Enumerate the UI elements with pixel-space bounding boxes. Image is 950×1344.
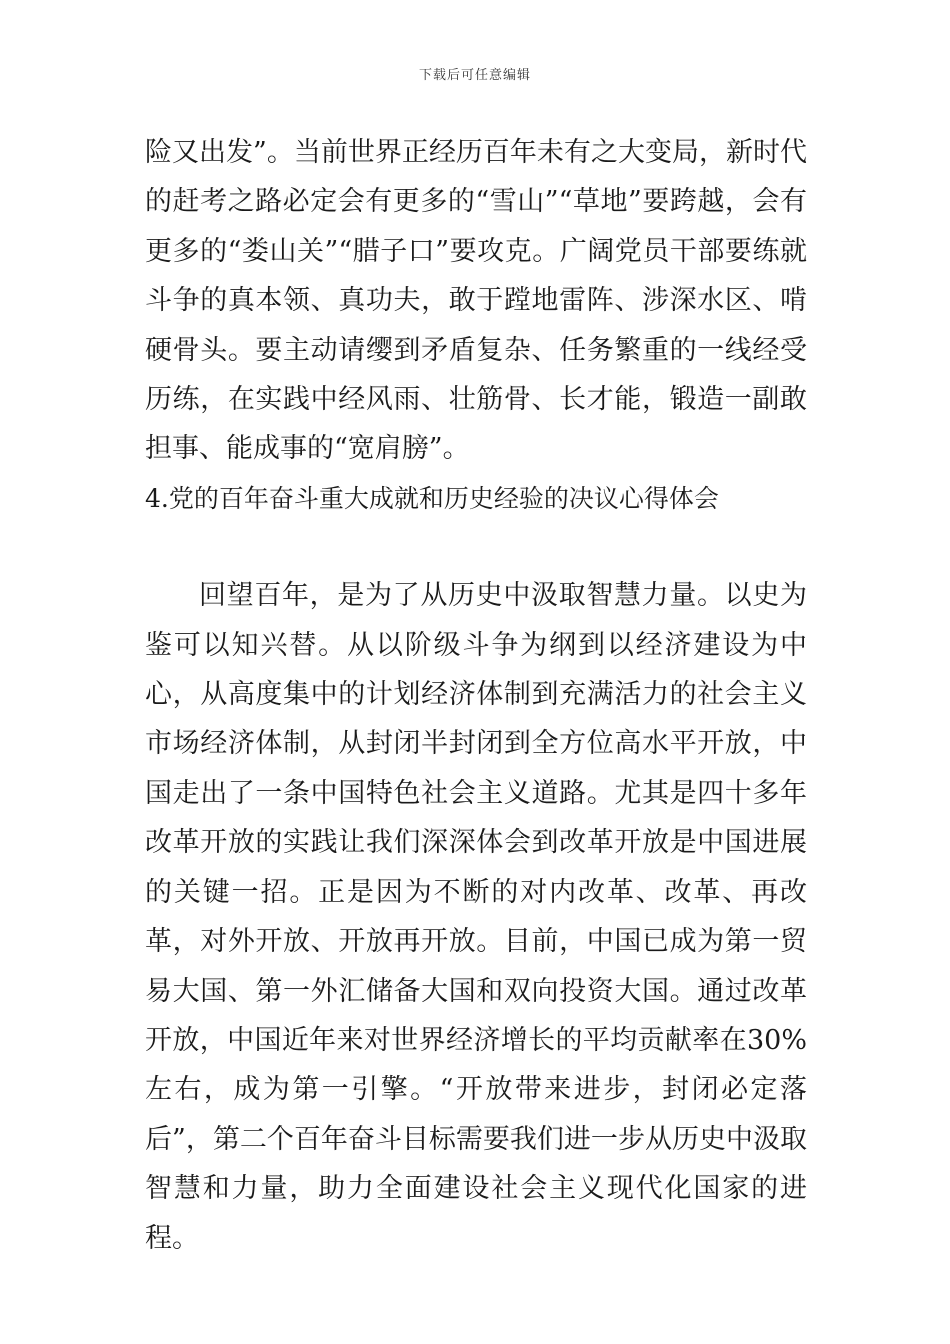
continued-paragraph: 险又出发”。当前世界正经历百年未有之大变局，新时代的赶考之路必定会有更多的“雪山”“草地”要跨越，会有更多的“娄山关”“腊子口”要攻克。广阔党员干部要练就斗争的真本领、真功夫，敢于蹚地雷阵、涉深水区、啃硬骨头。要主动请缨到矛盾复杂、任务繁重的一线经受历练，在实践中经风雨、壮筋骨、长才能，锻造一副敢担事、能成事的“宽肩膀”。 xyxy=(145,137,807,465)
section-heading: 4.党的百年奋斗重大成就和历史经验的决议心得体会 xyxy=(145,483,719,513)
paragraph-spacer xyxy=(145,523,807,571)
page-header: 下载后可任意编辑 xyxy=(418,68,531,83)
main-paragraph: 回望百年，是为了从历史中汲取智慧力量。以史为鉴可以知兴替。从以阶级斗争为纲到以经济建设为中心，从高度集中的计划经济体制到充满活力的社会主义市场经济体制，从封闭半封闭到全方位高水平开放，中国走出了一条中国特色社会主义道路。尤其是四十多年改革开放的实践让我们深深体会到改革开放是中国进展的关键一招。正是因为不断的对内改革、改革、再改革，对外开放、开放再开放。目前，中国已成为第一贸易大国、第一外汇储备大国和双向投资大国。通过改革开放，中国近年来对世界经济增长的平均贡献率在30%左右，成为第一引擎。“开放带来进步，封闭必定落后”，第二个百年奋斗目标需要我们进一步从历史中汲取智慧和力量，助力全面建设社会主义现代化国家的进程。 xyxy=(145,580,807,1254)
document-body xyxy=(145,128,807,1263)
